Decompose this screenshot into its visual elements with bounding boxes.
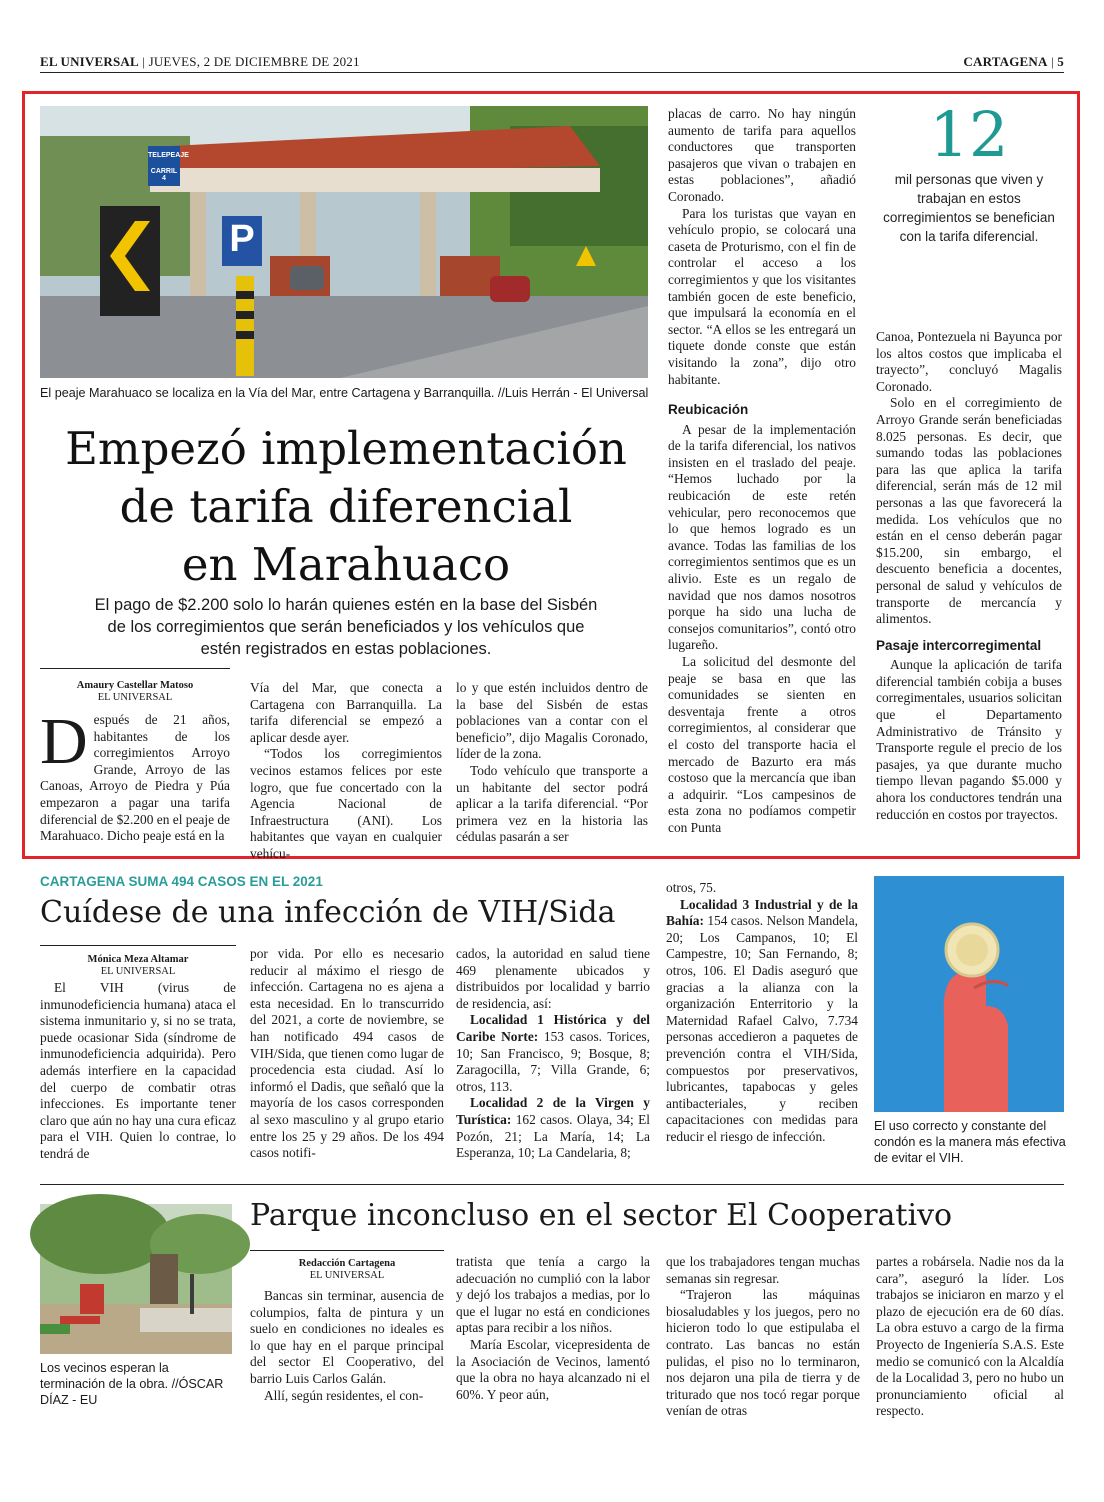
paragraph: Solo en el corregimiento de Arroyo Grande serán beneficiadas 8.025 personas. Es decir, que sumando todas las poblaciones para las que aplica la tarifa diferencial, serán más de 12 mil personas a las que favorecerá la medida. Los vehículos que no están en el censo deberán pagar $15.200, sin embargo, el descuento beneficia a docentes, personal de salud y vehículos de transporte de mercancía y alimentos.: [876, 395, 1062, 627]
article2-byline: [40, 954, 236, 978]
paragraph: tratista que tenía a cargo la adecuación no cumplió con la labor y dejó los trabajos a medias, por lo que el lugar no está en condiciones aptas para recibir a los niños.: [456, 1254, 650, 1336]
paragraph: “Trajeron las máquinas biosaludables y los juegos, pero no hicieron todo lo que estipulaba el contrato. Las bancas no están pulidas, el piso no lo terminaron, nos dejaron una pila de tierra y de triturado que nos tocó regar porque venían de otras: [666, 1287, 860, 1419]
article3-col3: [666, 1254, 860, 1458]
byline-rule: [40, 668, 230, 669]
paragraph: Canoa, Pontezuela ni Bayunca por los altos costos que implicaba el trayecto”, concluyó Magalis Coronado.: [876, 329, 1062, 394]
telepeaje-sign: TELEPEAJE: [148, 152, 189, 159]
subhead-pasaje: Pasaje intercorregimental: [876, 637, 1042, 653]
toll-booth-photo: [40, 106, 648, 378]
paragraph: “Todos los corregimientos vecinos estamos felices por este logro, que fue concertado con la Agencia Nacional de Infraestructura (ANI). Los habitantes que vayan en cualquier vehícu-: [250, 746, 442, 861]
lane-sign: CARRIL 4: [150, 168, 178, 182]
stat-box: [876, 100, 1062, 246]
parking-sign: P: [229, 218, 255, 260]
paragraph: partes a robársela. Nadie nos da la cara”, aseguró la líder. Los trabajos se iniciaron en marzo y el plazo de ejecución era de 60 días. La obra estuvo a cargo de la firma Proyecto de Ingeniería S.A.S. Este medio se comunicó con la Alcaldía de la Localidad 3, pero no hubo un pronunciamiento oficial al respecto.: [876, 1254, 1064, 1419]
page-header-right: CARTAGENA | 5: [963, 54, 1064, 69]
page-header-left: EL UNIVERSAL | JUEVES, 2 DE DICIEMBRE DE 2021: [40, 54, 360, 69]
byline-outlet: EL UNIVERSAL: [100, 966, 176, 977]
paper-name: EL UNIVERSAL: [40, 54, 139, 69]
issue-date: JUEVES, 2 DE DICIEMBRE DE 2021: [148, 54, 360, 69]
locality-2-label: Localidad 2 de la Virgen y Turística:: [456, 1095, 650, 1127]
section-rule: [40, 1184, 1064, 1185]
article1-col1: [40, 705, 230, 852]
stat-number: 12: [929, 98, 1009, 171]
paragraph: La solicitud del desmonte del peaje se basa en que las comunidades se sienten en desventaja frente a otros corregimientos, al considerar que el costo del transporte hacia el mercado de Bazurto era más costoso que la mercancía que iban a adquirir. “Los campesinos de esta zona no podíamos competir con Punta: [668, 654, 856, 835]
paragraph: A pesar de la implementación de la tarifa diferencial, los nativos insisten en el traslado del peaje. “Hemos luchado por la reubicación de este retén vehicular, pero reconocemos que lo que hemos logrado es un avance. Todas las familias de los corregimientos sentimos que es un alivio. Este es un regalo de navidad que nos damos nosotros porque ha sido una lucha de consejos comunitarios”, contó otro lugareño.: [668, 421, 856, 653]
paragraph: que los trabajadores tengan muchas semanas sin regresar.: [666, 1254, 860, 1286]
article2-kicker: CARTAGENA SUMA 494 CASOS EN EL 2021: [40, 874, 323, 889]
headline-line-1: Empezó implementación: [65, 422, 627, 475]
article1-col5: [876, 329, 1062, 853]
paragraph: Bancas sin terminar, ausencia de columpios, falta de pintura y un suelo en condiciones no ideales es lo que hay en el parque principal del sector El Cooperativo, del barrio Luis Carlos Galán.: [250, 1288, 444, 1386]
byline-rule: [40, 945, 236, 946]
article3-byline: [250, 1258, 444, 1282]
page-number: 5: [1057, 54, 1064, 69]
paragraph: El VIH (virus de inmunodeficiencia humana) ataca el sistema inmunitario y, si no se trata, puede ocasionar Sida (síndrome de inmunodeficiencia adquirida). Pero además interfiere en la capacidad del cuerpo de combatir otras infecciones. Es importante tener claro que aún no hay una cura eficaz para el VIH. Quien lo contrae, lo tendrá de: [40, 980, 236, 1161]
article2-col2: [250, 946, 444, 1170]
article3-headline: Parque inconcluso en el sector El Cooperativo: [250, 1198, 953, 1233]
article1-col4: [668, 106, 856, 852]
toll-photo-caption: El peaje Marahuaco se localiza en la Vía del Mar, entre Cartagena y Barranquilla. //Luis Herrán - El Universal: [40, 386, 649, 400]
byline-name: Mónica Meza Altamar: [87, 954, 189, 965]
article3-col2: [456, 1254, 650, 1458]
paragraph: Allí, según residentes, el con-: [264, 1387, 424, 1403]
byline-rule: [250, 1250, 444, 1251]
article3-col4: [876, 1254, 1064, 1458]
park-photo-caption: Los vecinos esperan la terminación de la obra. //ÓSCAR DÍAZ - EU: [40, 1361, 224, 1407]
article1-col1-text: espués de 21 años, habitantes de los corregimientos Arroyo Grande, Arroyo de las Canoas, Arroyo de Piedra y Púa empezaron a pagar una tarifa diferencial de $2.200 en el peaje de Marahuaco. Dicho peaje está en la: [40, 712, 230, 844]
locality-3-text: 154 casos. Nelson Mandela, 20; Los Campanos, 10; El Campestre, 10; San Fernando, 8; otros, 106. El Dadis aseguró que gracias a la alianza con la organización Enterritorio y la Maternidad Rafael Calvo, 7.734 personas accedieron a paquetes de prevención contra el VIH/Sida, compuestos por preservativos, lubricantes, tapabocas y geles antibacteriales, y reciben capacitaciones con medidas para reducir el riesgo de infección.: [666, 913, 858, 1144]
subhead-reubicacion: Reubicación: [668, 402, 749, 418]
article2-headline: Cuídese de una infección de VIH/Sida: [40, 895, 616, 930]
deck-line-2: de los corregimientos que serán beneficiados y los vehículos que: [107, 618, 585, 636]
locality-3-label: Localidad 3 Industrial y de la Bahía:: [666, 896, 858, 929]
deck-line-1: El pago de $2.200 solo lo harán quienes estén en la base del Sisbén: [94, 596, 598, 614]
condom-photo-caption: El uso correcto y constante del condón es la manera más efectiva de evitar el VIH.: [874, 1119, 1066, 1165]
article1-col3: [456, 680, 648, 852]
locality-2-text: 162 casos. Olaya, 34; El Pozón, 21; La María, 14; La Esperanza, 10; La Candelaria, 8;: [456, 1111, 650, 1161]
article2-col1: [40, 980, 236, 1170]
section-name: CARTAGENA: [963, 54, 1048, 69]
locality-1-text: 153 casos. Torices, 10; San Francisco, 9; Bosque, 8; Zaragocilla, 7; Villa Grande, 6; otros, 113.: [456, 1028, 650, 1094]
paragraph: lo y que estén incluidos dentro de la base del Sisbén de estas poblaciones van a contar con el beneficio”, dijo Magalis Coronado, líder de la zona.: [456, 680, 648, 762]
paragraph: por vida. Por ello es necesario reducir al máximo el riesgo de infección. Cartagena no es ajena a esta necesidad. En lo transcurrido del 2021, a corte de noviembre, se han notificado 494 casos de VIH/Sida, que tienen como lugar de procedencia esta ciudad. Así lo informó el Dadis, que señaló que la mayoría de los casos corresponden al sexo masculino y al grupo etario entre los 25 y 29 años. De los 494 casos notifi-: [250, 946, 444, 1161]
stat-text: mil personas que viven y trabajan en estos corregimientos se benefician con la tarifa diferencial.: [883, 172, 1055, 244]
dropcap: D: [40, 705, 88, 778]
byline-name: Amaury Castellar Matoso: [76, 680, 194, 691]
article2-col3: [456, 946, 650, 1170]
paragraph: cados, la autoridad en salud tiene 469 plenamente ubicados y distribuidos por localidad y barrio de residencia, así:: [456, 946, 650, 1011]
article1-col2: [250, 680, 442, 861]
article1-deck: [40, 594, 652, 660]
byline-outlet: EL UNIVERSAL: [97, 692, 173, 703]
article3-col1: [250, 1288, 444, 1458]
header-rule: [40, 72, 1064, 73]
headline-line-2: de tarifa diferencial: [119, 480, 573, 533]
article2-col4: [666, 880, 858, 1170]
byline-name: Redacción Cartagena: [298, 1258, 396, 1269]
paragraph: Todo vehículo que transporte a un habitante del sector podrá aplicar a la tarifa diferencial. “Por primera vez en la historia las cédulas pasarán a ser: [456, 762, 648, 845]
paragraph: Vía del Mar, que conecta a Cartagena con Barranquilla. La tarifa diferencial se empezó a aplicar desde ayer.: [250, 680, 442, 745]
paragraph: otros, 75.: [666, 880, 717, 895]
paragraph: Para los turistas que vayan en vehículo propio, se colocará una caseta de Proturismo, con el fin de controlar el acceso a los corregimientos y que los visitantes también gocen de este beneficio, que impulsará la economía en el sector. “A ellos se les entregará un tiquete donde conste que están visitando la zona”, dijo otro habitante.: [668, 205, 856, 387]
byline-outlet: EL UNIVERSAL: [309, 1270, 385, 1281]
paragraph: placas de carro. No hay ningún aumento de tarifa para aquellos conductores que transporten pasajeros que vivan o trabajen en estas poblaciones”, añadió Coronado.: [668, 106, 856, 204]
park-photo: [40, 1204, 232, 1354]
headline-line-3: en Marahuaco: [181, 538, 511, 591]
paragraph: Aunque la aplicación de tarifa diferencial también cobija a buses corregimentales, usuarios solicitan que el Departamento Administrativo de Tránsito y Transporte regule el precio de los pasajes, ya que durante mucho tiempo llevan pagando $5.000 y ahora los conductores tendrán una reducción en costos por trayectos.: [876, 657, 1062, 822]
deck-line-3: estén registrados en estas poblaciones.: [200, 640, 492, 658]
locality-1-label: Localidad 1 Histórica y del Caribe Norte:: [456, 1012, 650, 1044]
article1-headline: [40, 420, 652, 594]
condom-photo: [874, 876, 1064, 1112]
paragraph: María Escolar, vicepresidenta de la Asociación de Vecinos, lamentó que la obra no haya alcanzado ni el 60%. Y peor aún,: [456, 1336, 650, 1402]
article1-byline: [40, 680, 230, 704]
